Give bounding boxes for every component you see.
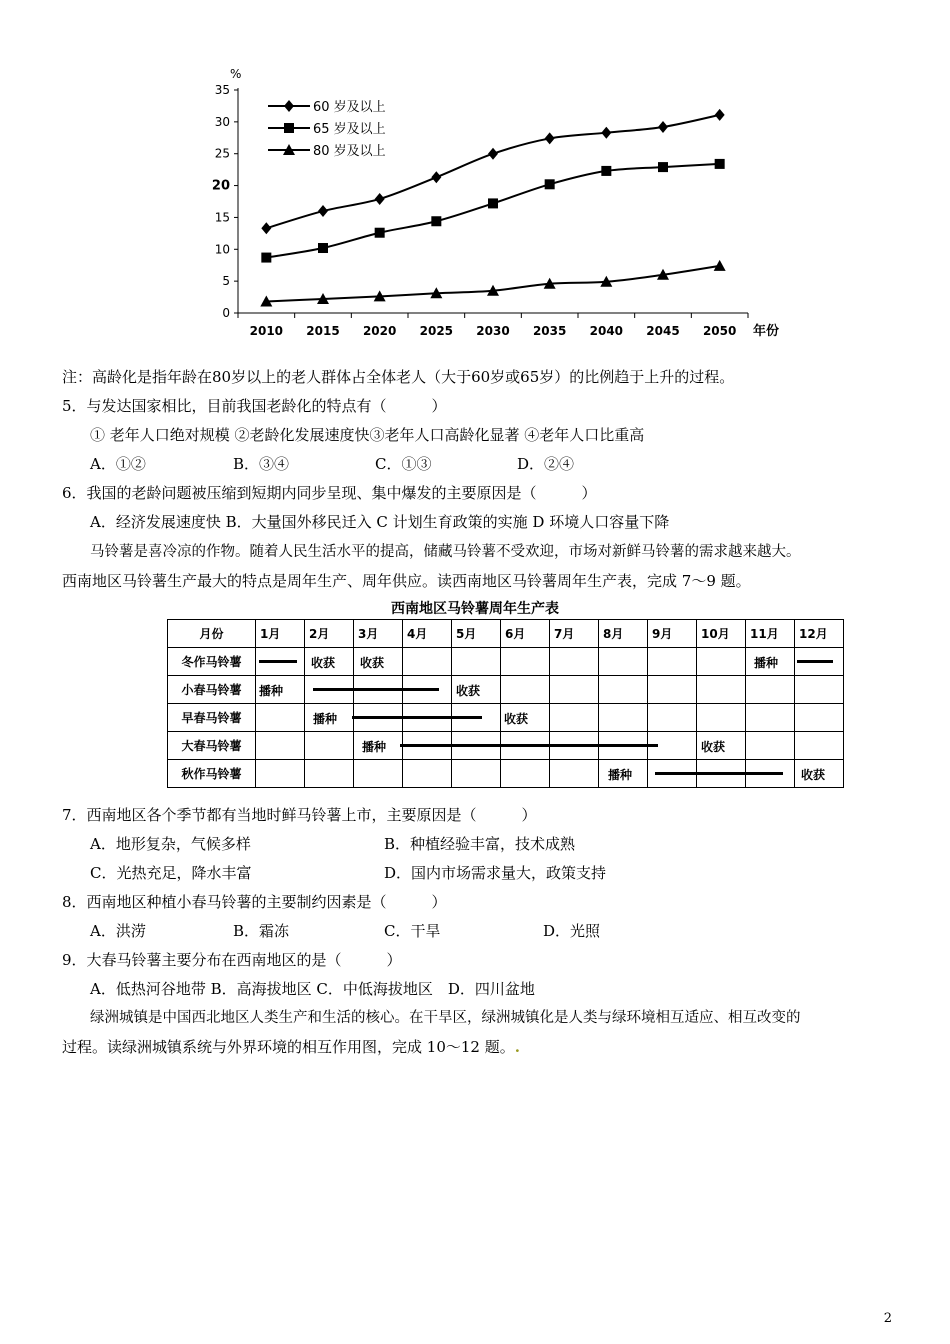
table-header-row <box>168 620 844 648</box>
chart-marks <box>260 109 725 307</box>
data-point <box>714 260 726 271</box>
table-row <box>168 732 844 760</box>
q8-stem: 8．西南地区种植小春马铃薯的主要制约因素是（ ） <box>62 893 447 911</box>
data-point <box>375 193 385 205</box>
legend-label: 60 岁及以上 <box>313 100 386 115</box>
data-point <box>488 148 498 160</box>
table-corner: 月份 <box>168 620 256 648</box>
series-line <box>266 164 719 258</box>
q7-option-c: C．光热充足，降水丰富 <box>90 864 252 882</box>
sow-label: 播种 <box>362 740 387 754</box>
data-point <box>545 179 555 189</box>
month-header: 1月 <box>256 620 305 648</box>
table-row <box>168 648 844 676</box>
data-point <box>431 171 441 183</box>
month-header: 12月 <box>795 620 844 648</box>
y-tick-label: 25 <box>214 146 230 161</box>
q7-option-a: A．地形复杂，气候多样 <box>90 835 251 853</box>
x-tick-label: 2015 <box>306 324 340 338</box>
harvest-label: 收获 <box>456 684 481 698</box>
intro2-line2 <box>62 1037 520 1057</box>
data-point <box>658 121 668 133</box>
y-tick-label: 5 <box>222 274 230 289</box>
q5-option-b: B．③④ <box>233 455 290 473</box>
data-point <box>488 198 498 208</box>
data-point <box>658 162 668 172</box>
legend-marker <box>284 100 294 112</box>
data-point <box>431 216 441 226</box>
intro1-line1: 马铃薯是喜冷凉的作物。随着人民生活水平的提高，储藏马铃薯不受欢迎，市场对新鲜马铃薯的需求越来越大。 <box>90 544 801 560</box>
x-tick-label: 2025 <box>419 324 454 338</box>
q5-option-d: D．②④ <box>517 455 575 473</box>
row-label: 秋作马铃薯 <box>168 760 256 788</box>
month-header: 5月 <box>452 620 501 648</box>
x-tick-label: 2045 <box>646 324 680 338</box>
month-header: 8月 <box>599 620 648 648</box>
data-point <box>318 243 328 253</box>
data-point <box>375 228 385 238</box>
sow-label: 播种 <box>313 712 338 726</box>
q7-option-b: B．种植经验丰富，技术成熟 <box>384 835 576 853</box>
q8-option-c: C．干旱 <box>384 922 441 940</box>
row-label: 冬作马铃薯 <box>168 648 256 676</box>
x-tick-label: 2020 <box>362 324 397 338</box>
intro2-line2-text: 过程。读绿洲城镇系统与外界环境的相互作用图，完成 10～12 题。 <box>62 1038 515 1056</box>
series-line <box>266 266 719 302</box>
sow-label: 播种 <box>754 656 779 670</box>
q8-option-b: B．霜冻 <box>233 922 290 940</box>
data-point <box>545 132 555 144</box>
x-axis-label: 年份 <box>753 324 780 339</box>
sow-label: 播种 <box>608 768 633 782</box>
chart-legend <box>268 99 386 159</box>
data-point <box>601 127 611 139</box>
q7-option-d: D．国内市场需求量大，政策支持 <box>384 864 607 882</box>
data-point <box>715 159 725 169</box>
q7-stem: 7．西南地区各个季节都有当地时鲜马铃薯上市，主要原因是（ ） <box>62 806 537 824</box>
chart-note: 注：高龄化是指年龄在80岁以上的老人群体占全体老人（大于60岁或65岁）的比例趋于上升的过程。 <box>62 368 735 386</box>
month-header: 6月 <box>501 620 550 648</box>
row-label: 小春马铃薯 <box>168 676 256 704</box>
growth-period-bar <box>259 660 297 663</box>
harvest-label: 收获 <box>801 768 826 782</box>
table-row <box>168 760 844 788</box>
q8-option-d: D．光照 <box>543 922 601 940</box>
month-header: 2月 <box>305 620 354 648</box>
intro2-dot: . <box>514 1038 520 1056</box>
x-tick-label: 2030 <box>476 324 510 338</box>
month-header: 11月 <box>746 620 795 648</box>
growth-period-bar <box>797 660 833 663</box>
q5-option-c: C．①③ <box>375 455 432 473</box>
month-header: 3月 <box>354 620 403 648</box>
q9-stem: 9．大春马铃薯主要分布在西南地区的是（ ） <box>62 951 402 969</box>
sow-label: 播种 <box>259 684 284 698</box>
q5-items: ① 老年人口绝对规模 ②老龄化发展速度快③老年人口高龄化显著 ④老年人口比重高 <box>90 426 645 444</box>
data-point <box>261 253 271 263</box>
x-tick-label: 2035 <box>532 324 567 338</box>
y-tick-label: 0 <box>222 306 230 320</box>
y-tick-label: 30 <box>214 114 230 129</box>
x-tick-label: 2010 <box>249 324 284 338</box>
legend-label: 80 岁及以上 <box>313 144 386 159</box>
q8-option-a: A．洪涝 <box>90 922 146 940</box>
aging-line-chart <box>200 60 780 350</box>
data-point <box>601 166 611 176</box>
harvest-label: 收获 <box>311 656 336 670</box>
y-tick-label: 10 <box>214 242 230 257</box>
y-axis-label: % <box>230 67 242 81</box>
q6-stem: 6．我国的老龄问题被压缩到短期内同步呈现、集中爆发的主要原因是（ ） <box>62 484 597 502</box>
q5-option-a: A．①② <box>90 455 146 473</box>
y-tick-label: 15 <box>214 210 230 225</box>
legend-marker <box>284 123 294 133</box>
page-number: 2 <box>883 1311 892 1326</box>
row-label: 大春马铃薯 <box>168 732 256 760</box>
data-point <box>261 222 271 234</box>
month-header: 10月 <box>697 620 746 648</box>
potato-production-table <box>167 619 844 788</box>
q9-options: A．低热河谷地带 B．高海拔地区 C．中低海拔地区 D．四川盆地 <box>90 980 535 998</box>
legend-label: 65 岁及以上 <box>313 122 386 137</box>
data-point <box>318 205 328 217</box>
x-tick-label: 2050 <box>702 324 737 338</box>
intro1-line2: 西南地区马铃薯生产最大的特点是周年生产、周年供应。读西南地区马铃薯周年生产表，完成 7～9 题。 <box>62 572 751 590</box>
q6-options: A．经济发展速度快 B．大量国外移民迁入 C 计划生育政策的实施 D 环境人口容量下降 <box>90 513 670 531</box>
harvest-label: 收获 <box>360 656 385 670</box>
x-tick-label: 2040 <box>589 324 624 338</box>
q5-stem: 5．与发达国家相比，目前我国老龄化的特点有（ ） <box>62 397 447 415</box>
harvest-label: 收获 <box>701 740 726 754</box>
row-label: 早春马铃薯 <box>168 704 256 732</box>
data-point <box>715 109 725 121</box>
table-row <box>168 704 844 732</box>
harvest-label: 收获 <box>504 712 529 726</box>
table-title: 西南地区马铃薯周年生产表 <box>391 601 559 617</box>
month-header: 9月 <box>648 620 697 648</box>
y-tick-label: 35 <box>214 83 230 97</box>
month-header: 7月 <box>550 620 599 648</box>
intro2-line1: 绿洲城镇是中国西北地区人类生产和生活的核心。在干旱区，绿洲城镇化是人类与绿环境相互适应、相互改变的 <box>90 1010 801 1026</box>
month-header: 4月 <box>403 620 452 648</box>
y-tick-label: 20 <box>211 178 230 194</box>
table-row <box>168 676 844 704</box>
